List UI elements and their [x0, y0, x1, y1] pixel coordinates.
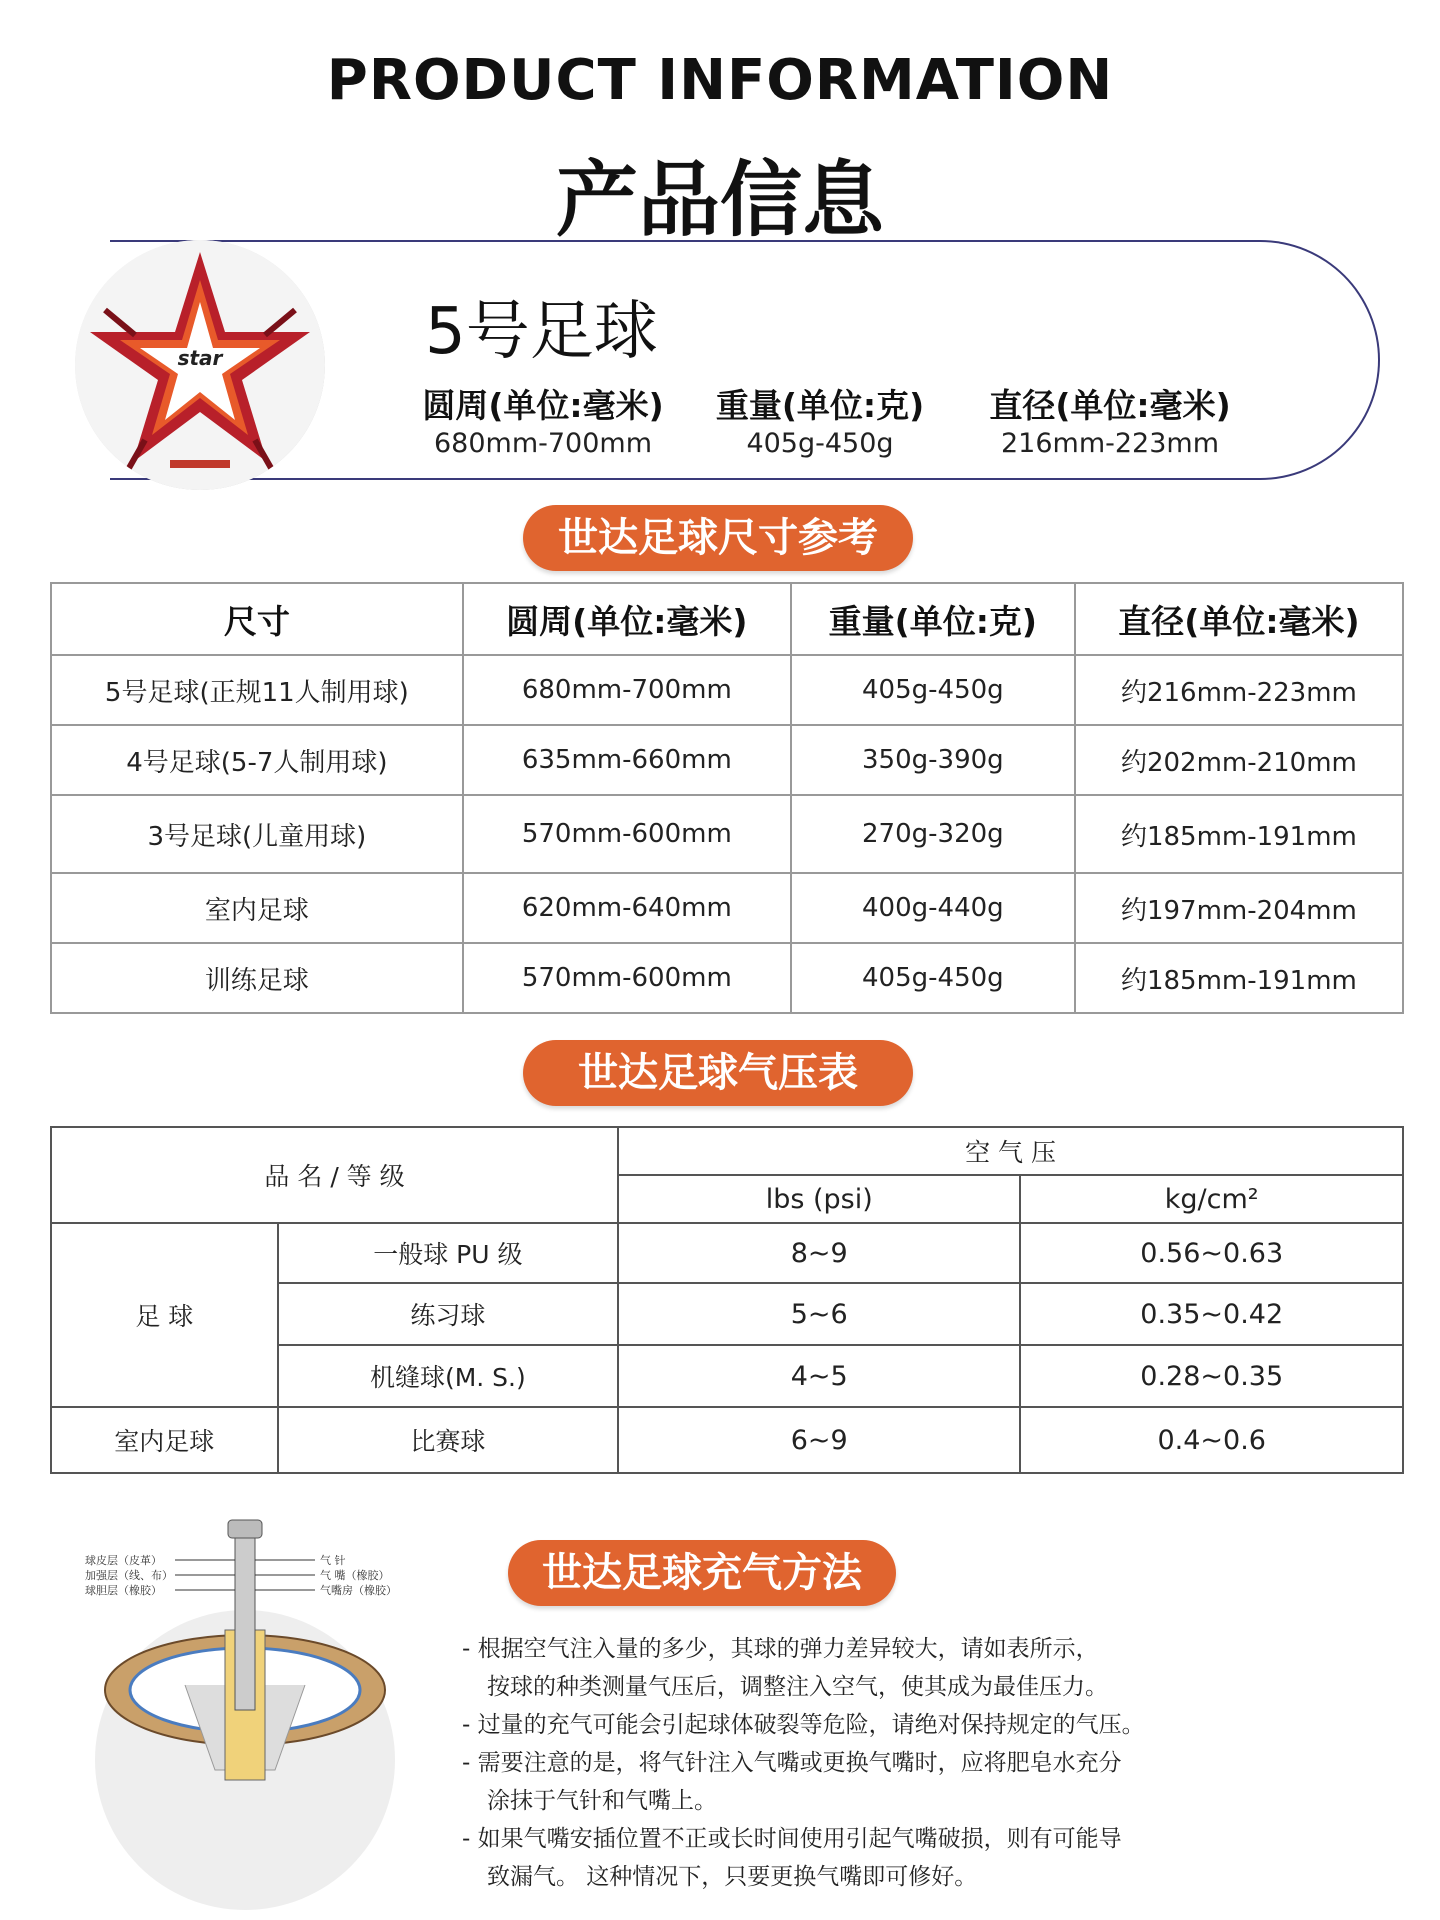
kg-value: 0.56~0.63 — [1020, 1223, 1403, 1283]
table-cell: 635mm-660mm — [463, 725, 791, 795]
table-cell: 680mm-700mm — [463, 655, 791, 725]
kg-value: 0.4~0.6 — [1020, 1407, 1403, 1473]
grade-label: 比赛球 — [278, 1407, 618, 1473]
table-cell: 训练足球 — [51, 943, 463, 1013]
unit-kg-header: kg/cm² — [1020, 1175, 1403, 1223]
table-cell: 约202mm-210mm — [1075, 725, 1403, 795]
valve-cross-section-diagram — [75, 1510, 415, 1910]
instruction-line: - 根据空气注入量的多少，其球的弹力差异较大，请如表所示， — [462, 1636, 1099, 1662]
group-soccer-label: 足 球 — [51, 1223, 278, 1407]
table-cell: 350g-390g — [791, 725, 1075, 795]
psi-value: 8~9 — [618, 1223, 1020, 1283]
spec-circumference-label: 圆周(单位:毫米) — [422, 386, 664, 425]
table-cell: 约185mm-191mm — [1075, 943, 1403, 1013]
instruction-line: 按球的种类测量气压后，调整注入空气，使其成为最佳压力。 — [487, 1674, 1108, 1700]
table-row — [51, 1127, 1403, 1175]
table-cell: 270g-320g — [791, 795, 1075, 873]
diagram-label: 球胆层（橡胶） — [85, 1584, 162, 1597]
air-pressure-header: 空 气 压 — [618, 1127, 1403, 1175]
kg-value: 0.35~0.42 — [1020, 1283, 1403, 1345]
pressure-table-heading: 世达足球气压表 — [523, 1040, 913, 1106]
table-cell: 400g-440g — [791, 873, 1075, 943]
psi-value: 5~6 — [618, 1283, 1020, 1345]
psi-value: 6~9 — [618, 1407, 1020, 1473]
instruction-line: - 过量的充气可能会引起球体破裂等危险，请绝对保持规定的气压。 — [462, 1712, 1145, 1738]
size-table-header: 尺寸 — [51, 583, 463, 655]
table-row — [51, 795, 1403, 873]
table-cell: 570mm-600mm — [463, 795, 791, 873]
psi-value: 4~5 — [618, 1345, 1020, 1407]
size-table-heading: 世达足球尺寸参考 — [523, 505, 913, 571]
page-title-cn: 产品信息 — [555, 153, 884, 248]
brand-logo: star — [177, 346, 223, 370]
table-cell: 约216mm-223mm — [1075, 655, 1403, 725]
instruction-line: - 需要注意的是，将气针注入气嘴或更换气嘴时，应将肥皂水充分 — [462, 1750, 1122, 1776]
inflation-heading: 世达足球充气方法 — [508, 1540, 896, 1606]
size-table-header: 直径(单位:毫米) — [1075, 583, 1403, 655]
table-cell: 4号足球(5-7人制用球) — [51, 725, 463, 795]
table-row — [51, 725, 1403, 795]
grade-label: 机缝球(M. S.) — [278, 1345, 618, 1407]
table-row — [51, 1407, 1403, 1473]
table-row — [51, 1223, 1403, 1283]
soccer-ball-image — [75, 240, 325, 490]
spec-diameter-label: 直径(单位:毫米) — [989, 386, 1231, 425]
diagram-label: 气嘴房（橡胶） — [320, 1584, 397, 1597]
page-title-en: PRODUCT INFORMATION — [326, 48, 1114, 113]
instruction-line: 涂抹于气针和气嘴上。 — [487, 1788, 717, 1814]
diagram-label: 气 针 — [320, 1554, 346, 1567]
spec-weight-value: 405g-450g — [746, 428, 894, 459]
spec-weight-label: 重量(单位:克) — [715, 386, 925, 425]
kg-value: 0.28~0.35 — [1020, 1345, 1403, 1407]
table-row — [51, 873, 1403, 943]
pressure-table — [50, 1126, 1404, 1474]
grade-label: 一般球 PU 级 — [278, 1223, 618, 1283]
table-cell: 405g-450g — [791, 943, 1075, 1013]
table-cell: 约197mm-204mm — [1075, 873, 1403, 943]
spec-circumference-value: 680mm-700mm — [433, 428, 653, 459]
product-name: 5号足球 — [425, 295, 658, 369]
instruction-line: 致漏气。 这种情况下，只要更换气嘴即可修好。 — [487, 1864, 978, 1890]
group-indoor-label: 室内足球 — [51, 1407, 278, 1473]
diagram-label: 加强层（线、布） — [85, 1569, 173, 1582]
spec-diameter-value: 216mm-223mm — [1000, 428, 1220, 459]
name-grade-header: 品 名 / 等 级 — [51, 1127, 618, 1223]
diagram-label: 气 嘴（橡胶） — [320, 1569, 390, 1582]
size-table-header-row — [51, 583, 1403, 655]
table-row — [51, 943, 1403, 1013]
table-cell: 约185mm-191mm — [1075, 795, 1403, 873]
size-table — [50, 582, 1404, 1014]
size-table-header: 圆周(单位:毫米) — [463, 583, 791, 655]
table-row — [51, 655, 1403, 725]
table-cell: 620mm-640mm — [463, 873, 791, 943]
inflation-instructions — [462, 1630, 1145, 1896]
grade-label: 练习球 — [278, 1283, 618, 1345]
instruction-line: - 如果气嘴安插位置不正或长时间使用引起气嘴破损，则有可能导 — [462, 1826, 1122, 1852]
table-cell: 室内足球 — [51, 873, 463, 943]
table-cell: 570mm-600mm — [463, 943, 791, 1013]
unit-psi-header: lbs (psi) — [618, 1175, 1020, 1223]
size-table-header: 重量(单位:克) — [791, 583, 1075, 655]
diagram-label: 球皮层（皮革） — [85, 1554, 162, 1567]
table-cell: 405g-450g — [791, 655, 1075, 725]
table-cell: 5号足球(正规11人制用球) — [51, 655, 463, 725]
table-cell: 3号足球(儿童用球) — [51, 795, 463, 873]
